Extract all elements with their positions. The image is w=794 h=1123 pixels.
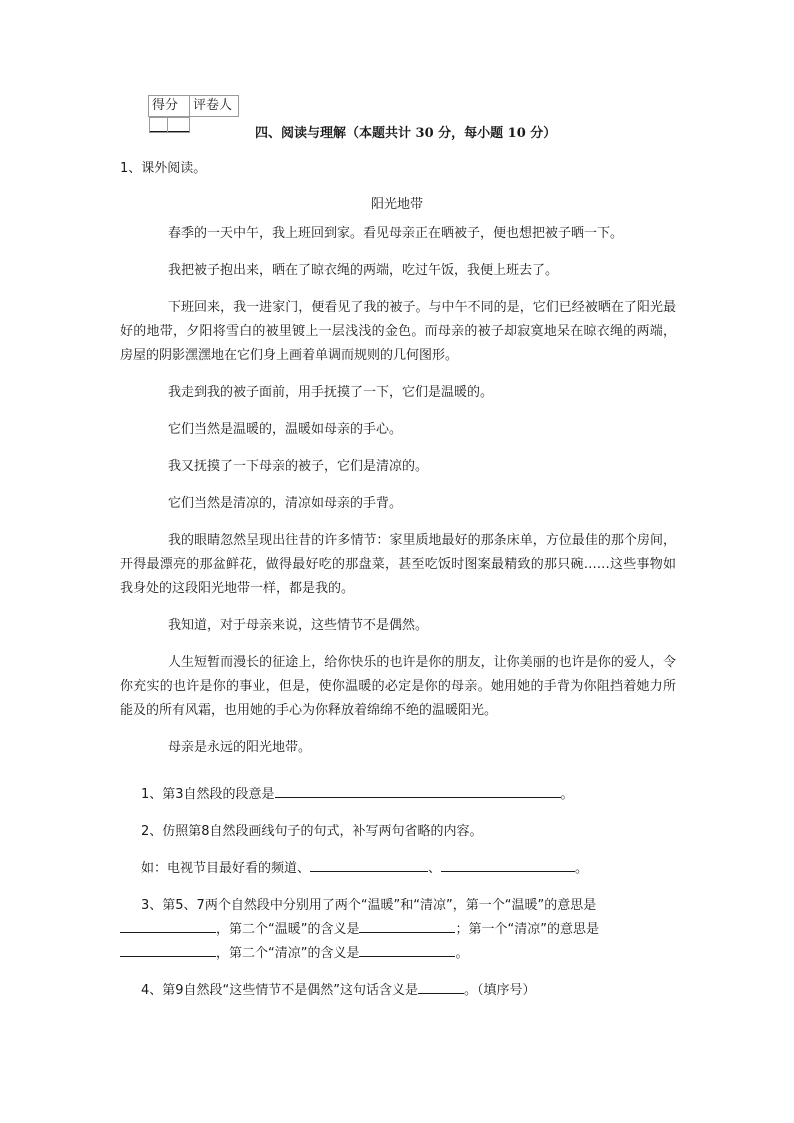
sub-questions bbox=[120, 783, 680, 1003]
answer-blank[interactable] bbox=[359, 918, 455, 933]
paragraph: 我把被子抱出来，晒在了晾衣绳的两端，吃过午饭，我便上班去了。 bbox=[168, 263, 559, 278]
score-table bbox=[148, 95, 239, 136]
grader-cell[interactable] bbox=[168, 118, 189, 133]
paragraph: 我走到我的被子面前，用手抚摸了一下，它们是温暖的。 bbox=[168, 385, 494, 400]
sub-question-2-example: 如：电视节目最好看的频道、 、 。 bbox=[120, 857, 680, 881]
answer-blank[interactable] bbox=[275, 783, 561, 798]
passage bbox=[120, 222, 676, 760]
question-intro: 1、课外阅读。 bbox=[120, 161, 207, 176]
grader-label: 评卷人 bbox=[190, 96, 239, 117]
score-label: 得分 bbox=[149, 96, 190, 117]
paragraph: 它们当然是清凉的，清凉如母亲的手背。 bbox=[168, 496, 403, 511]
sub-question-3-line3: ，第二个“清凉”的含义是 。 bbox=[120, 942, 680, 966]
section-title: 四、阅读与理解（本题共计 30 分，每小题 10 分） bbox=[255, 126, 557, 141]
sub-question-2: 2、仿照第8自然段画线句子的句式，补写两句省略的内容。 bbox=[141, 824, 483, 839]
answer-blank[interactable] bbox=[441, 857, 575, 872]
answer-blank[interactable] bbox=[418, 979, 464, 994]
answer-blank[interactable] bbox=[359, 942, 455, 957]
passage-title: 阳光地带 bbox=[370, 197, 423, 212]
paragraph: 我又抚摸了一下母亲的被子，它们是清凉的。 bbox=[168, 459, 429, 474]
paragraph: 春季的一天中午，我上班回到家。看见母亲正在晒被子，便也想把被子晒一下。 bbox=[168, 226, 624, 241]
paragraph: 我的眼睛忽然呈现出往昔的许多情节：家里质地最好的那条床单，方位最佳的那个房间，开得最漂亮的那盆鲜花，做得最好吃的那盘菜，甚至吃饭时图案最精致的那只碗……这些事物如我身处的这段阳光地带一样，都是我的。 bbox=[120, 533, 676, 596]
score-cell[interactable] bbox=[149, 118, 168, 133]
sub-question-3-line2: ，第二个“温暖”的含义是 ；第一个“清凉”的意思是 bbox=[120, 918, 680, 942]
sub-question-4: 4、第9自然段“这些情节不是偶然”这句话含义是 。（填序号） bbox=[120, 979, 680, 1003]
answer-blank[interactable] bbox=[120, 942, 216, 957]
answer-blank[interactable] bbox=[120, 918, 216, 933]
sub-question-1: 1、第3自然段的段意是 。 bbox=[120, 783, 680, 807]
paragraph: 母亲是永远的阳光地带。 bbox=[168, 740, 312, 755]
answer-blank[interactable] bbox=[310, 857, 428, 872]
paragraph: 我知道，对于母亲来说，这些情节不是偶然。 bbox=[168, 618, 429, 633]
paragraph: 它们当然是温暖的，温暖如母亲的手心。 bbox=[168, 422, 403, 437]
paragraph: 下班回来，我一进家门，便看见了我的被子。与中午不同的是，它们已经被晒在了阳光最好的地带，夕阳将雪白的被里镀上一层浅浅的金色。而母亲的被子却寂寞地呆在晾衣绳的两端，房屋的阴影潶潶地在它们身上画着单调而规则的几何图形。 bbox=[120, 300, 676, 363]
paragraph: 人生短暂而漫长的征途上，给你快乐的也许是你的朋友，让你美丽的也许是你的爱人，令你充实的也许是你的事业，但是，使你温暖的必定是你的母亲。她用她的手背为你阻挡着她力所能及的所有风霜，也用她的手心为你释放着绵绵不绝的温暖阳光。 bbox=[120, 655, 676, 718]
sub-question-3: 3、第5、7两个自然段中分别用了两个“温暖”和“清凉”，第一个“温暖”的意思是 bbox=[141, 898, 597, 913]
